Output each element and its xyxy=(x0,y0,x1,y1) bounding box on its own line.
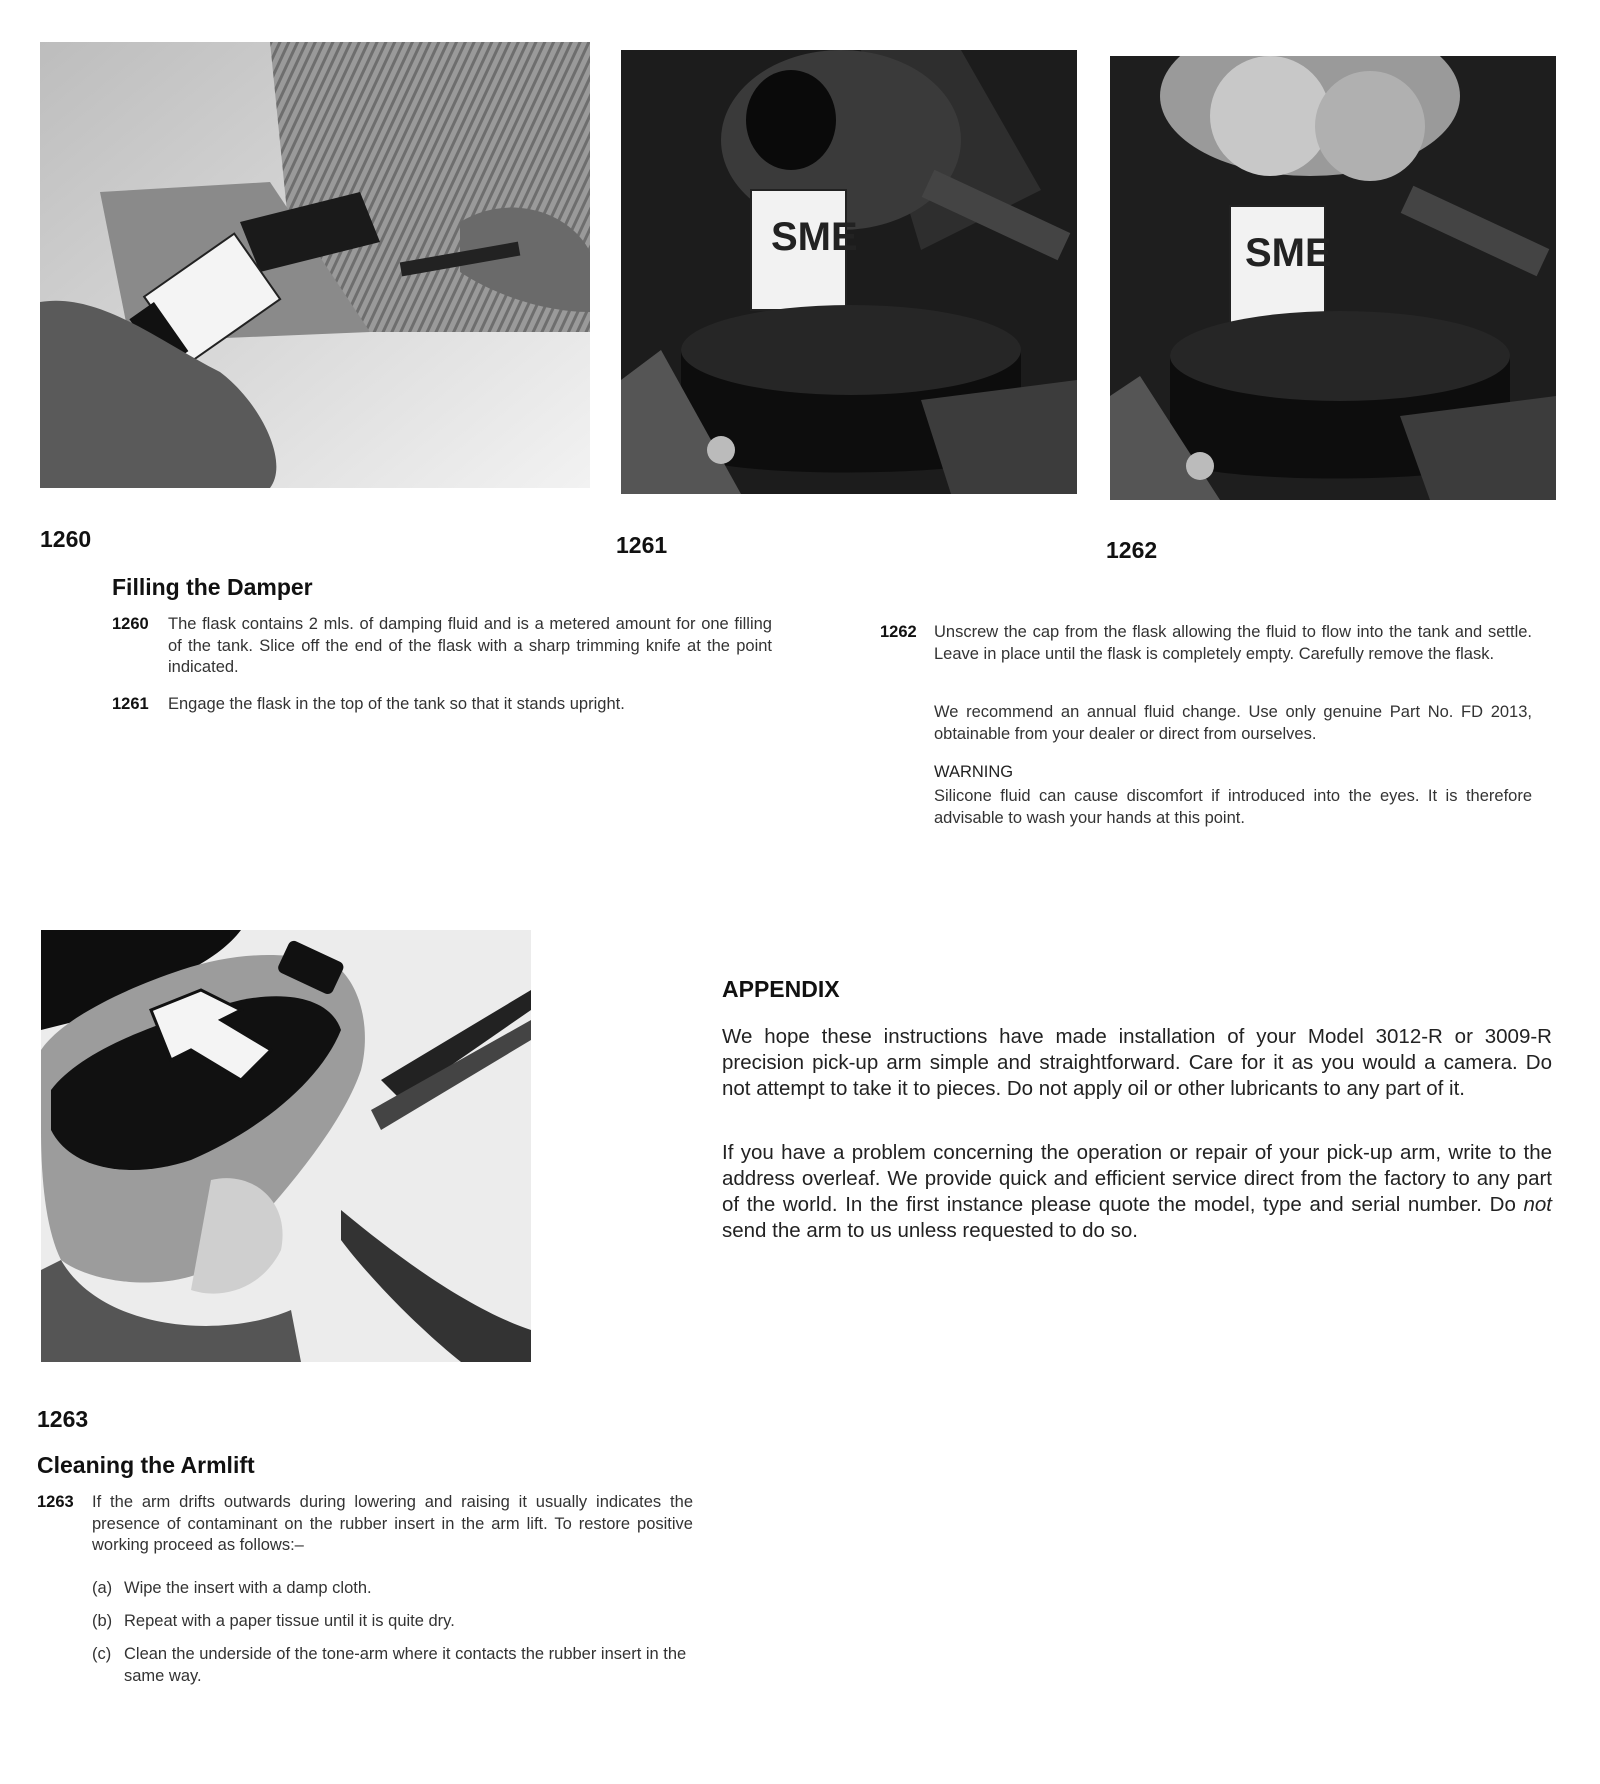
photo-1263 xyxy=(41,930,531,1362)
step-1261 xyxy=(112,694,772,716)
recommendation-note xyxy=(934,702,1532,745)
substep-text: Wipe the insert with a damp cloth. xyxy=(124,1579,372,1597)
figure-number-1261: 1261 xyxy=(616,532,668,558)
substep-a xyxy=(92,1578,692,1600)
step-text: The flask contains 2 mls. of damping fluid and is a metered amount for one filling of the tank. Slice off the end of the flask with a sharp trimming knife at the point indicated. xyxy=(168,615,772,676)
step-1263 xyxy=(37,1492,693,1557)
step-number: 1261 xyxy=(112,695,149,713)
substep-label: (a) xyxy=(92,1579,113,1597)
substep-c xyxy=(92,1644,692,1687)
appendix-title: APPENDIX xyxy=(722,976,840,1002)
step-1262 xyxy=(880,622,1532,665)
appendix-paragraph-2-start: If you have a problem concerning the operation or repair of your pick-up arm, write to the address overleaf. We provide quick and efficient service direct from the factory to any part of the world. In the first instance please quote the model, type and serial number. Do xyxy=(722,1141,1552,1216)
substep-text: Repeat with a paper tissue until it is quite dry. xyxy=(124,1612,455,1630)
appendix-paragraph-1: We hope these instructions have made installation of your Model 3012-R or 3009-R precision pick-up arm simple and straightforward. Care for it as you would a camera. Do not attempt to take it to pieces. Do not apply oil or other lubricants to any part of it. xyxy=(722,1025,1552,1100)
step-number: 1262 xyxy=(880,623,917,641)
substep-label: (b) xyxy=(92,1612,113,1630)
step-text: If the arm drifts outwards during lowering and raising it usually indicates the presence of contaminant on the rubber insert in the arm lift. To restore positive working proceed as follows:– xyxy=(92,1493,693,1554)
figure-number-1263: 1263 xyxy=(37,1406,89,1432)
step-1260 xyxy=(112,614,772,679)
step-text: Unscrew the cap from the flask allowing the fluid to flow into the tank and settle. Leave in place until the flask is completely empty. Carefully remove the flask. xyxy=(934,623,1532,663)
section-title-cleaning-armlift: Cleaning the Armlift xyxy=(37,1452,255,1478)
warning-text: Silicone fluid can cause discomfort if introduced into the eyes. It is therefore advisable to wash your hands at this point. xyxy=(934,787,1532,827)
warning-label: WARNING xyxy=(934,763,1014,781)
step-number: 1263 xyxy=(37,1493,74,1511)
svg-text:SME: SME xyxy=(771,215,858,259)
photo-1260 xyxy=(40,42,590,488)
step-number: 1260 xyxy=(112,615,149,633)
recommendation-text: We recommend an annual fluid change. Use only genuine Part No. FD 2013, obtainable from your dealer or direct from ourselves. xyxy=(934,703,1532,743)
appendix-emphasis-not: not xyxy=(1523,1193,1552,1216)
section-title-filling-damper: Filling the Damper xyxy=(112,574,313,600)
photo-1261 xyxy=(621,50,1077,494)
appendix-paragraph-2 xyxy=(722,1140,1552,1244)
svg-text:SME: SME xyxy=(1245,231,1332,275)
appendix-paragraph-2-end: send the arm to us unless requested to do so. xyxy=(722,1219,1138,1242)
figure-number-1260: 1260 xyxy=(40,526,92,552)
photo-1262 xyxy=(1110,56,1556,500)
substep-label: (c) xyxy=(92,1645,112,1663)
figure-number-1262: 1262 xyxy=(1106,537,1158,563)
substep-b xyxy=(92,1611,692,1633)
warning-note xyxy=(934,786,1532,829)
substep-text: Clean the underside of the tone-arm where it contacts the rubber insert in the same way. xyxy=(124,1645,687,1685)
step-text: Engage the flask in the top of the tank so that it stands upright. xyxy=(168,695,625,713)
